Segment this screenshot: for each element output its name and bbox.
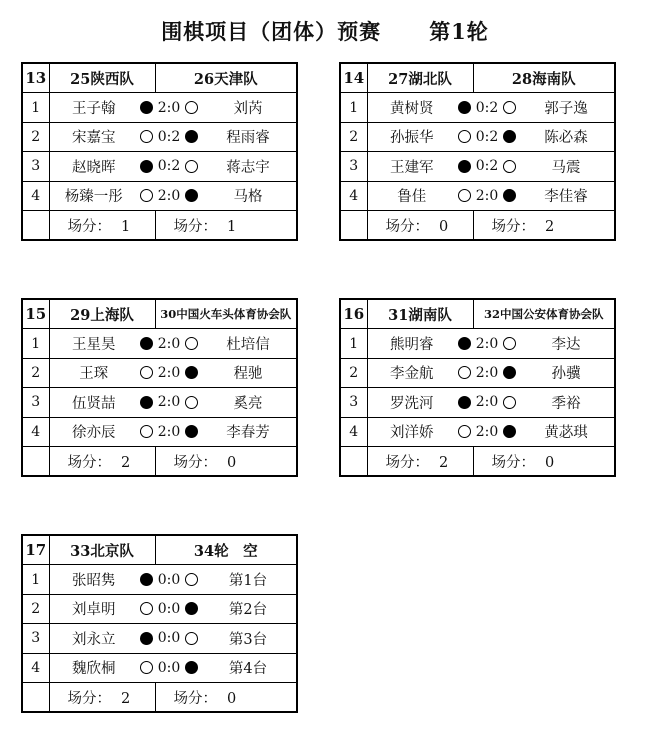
left-stone-icon — [458, 130, 471, 143]
left-player-name: 魏欣桐 — [49, 653, 138, 682]
right-points-label: 场分： — [173, 218, 217, 235]
points-row — [22, 682, 297, 712]
board-number: 4 — [22, 417, 49, 446]
right-player-name: 程雨睿 — [200, 122, 297, 151]
board-number: 1 — [340, 93, 367, 122]
board-score: 0:2 — [473, 93, 501, 122]
points-row-spacer — [340, 210, 367, 240]
left-points-value: 2 — [121, 454, 131, 471]
left-points — [367, 210, 473, 240]
right-player-name: 孙骥 — [518, 358, 615, 387]
right-team-name: 轮 空 — [214, 542, 258, 560]
table-number: 14 — [340, 63, 367, 93]
left-stone-icon — [140, 661, 153, 674]
board-number: 4 — [340, 181, 367, 210]
team-header-row — [340, 299, 615, 329]
left-team-name: 湖北队 — [408, 70, 452, 88]
board-row — [22, 417, 297, 446]
board-score: 0:0 — [155, 624, 183, 653]
left-team — [49, 299, 155, 329]
left-stone-icon — [458, 160, 471, 173]
board-row — [340, 329, 615, 358]
left-stone-icon — [458, 337, 471, 350]
points-row — [22, 210, 297, 240]
left-stone-icon — [458, 189, 471, 202]
right-team-number: 26 — [193, 70, 215, 88]
board-row — [22, 93, 297, 122]
right-points-value: 1 — [227, 218, 237, 235]
right-team-number: 30 — [160, 307, 177, 322]
event-title: 围棋项目（团体）预赛 — [161, 19, 382, 44]
board-score: 0:0 — [155, 653, 183, 682]
left-player-name: 徐亦辰 — [49, 417, 138, 446]
board-row — [22, 653, 297, 682]
left-player-name: 王建军 — [367, 152, 456, 181]
right-team — [473, 299, 615, 329]
left-points — [49, 446, 155, 476]
board-score: 2:0 — [155, 388, 183, 417]
left-team-name: 北京队 — [90, 542, 134, 560]
right-team-number: 34 — [193, 542, 215, 560]
right-stone-icon — [185, 396, 198, 409]
board-number: 2 — [22, 358, 49, 387]
right-stone-cell — [183, 594, 200, 623]
right-stone-icon — [503, 101, 516, 114]
board-row — [340, 93, 615, 122]
left-player-name: 熊明睿 — [367, 329, 456, 358]
left-stone-cell — [138, 329, 155, 358]
board-row — [22, 565, 297, 594]
board-score: 2:0 — [473, 417, 501, 446]
board-score: 2:0 — [155, 93, 183, 122]
left-stone-cell — [138, 122, 155, 151]
left-team — [367, 63, 473, 93]
left-stone-cell — [138, 565, 155, 594]
round-label: 第1轮 — [429, 19, 489, 44]
right-points-value: 0 — [545, 454, 555, 471]
board-row — [22, 152, 297, 181]
right-stone-cell — [501, 358, 518, 387]
left-stone-cell — [456, 417, 473, 446]
left-stone-cell — [138, 624, 155, 653]
board-number: 2 — [22, 122, 49, 151]
match-table — [21, 62, 298, 241]
right-points — [155, 446, 297, 476]
board-row — [22, 594, 297, 623]
board-row — [340, 152, 615, 181]
board-score: 0:2 — [155, 152, 183, 181]
board-number: 4 — [340, 417, 367, 446]
left-stone-cell — [456, 122, 473, 151]
right-stone-cell — [183, 417, 200, 446]
right-stone-icon — [185, 425, 198, 438]
left-points-label: 场分： — [67, 454, 111, 471]
left-stone-icon — [140, 189, 153, 202]
right-player-name: 第3台 — [200, 624, 297, 653]
board-number: 3 — [22, 388, 49, 417]
left-stone-icon — [458, 396, 471, 409]
left-player-name: 张昭隽 — [49, 565, 138, 594]
right-stone-icon — [185, 661, 198, 674]
board-score: 2:0 — [155, 181, 183, 210]
left-player-name: 伍贤喆 — [49, 388, 138, 417]
board-number: 1 — [22, 565, 49, 594]
left-stone-icon — [140, 366, 153, 379]
team-header-row — [22, 63, 297, 93]
left-team-number: 27 — [388, 70, 409, 88]
board-row — [22, 358, 297, 387]
right-team — [473, 63, 615, 93]
left-team — [367, 299, 473, 329]
right-stone-cell — [183, 565, 200, 594]
right-stone-icon — [185, 189, 198, 202]
right-stone-icon — [185, 632, 198, 645]
board-row — [340, 122, 615, 151]
left-player-name: 罗洗河 — [367, 388, 456, 417]
board-row — [22, 329, 297, 358]
left-team-number: 25 — [70, 70, 91, 88]
board-score: 2:0 — [473, 358, 501, 387]
left-team-name: 陕西队 — [90, 70, 134, 88]
right-stone-icon — [503, 189, 516, 202]
right-points-label: 场分： — [491, 218, 535, 235]
board-number: 1 — [340, 329, 367, 358]
left-player-name: 王琛 — [49, 358, 138, 387]
left-player-name: 杨臻一彤 — [49, 181, 138, 210]
left-stone-cell — [138, 358, 155, 387]
left-team-name: 湖南队 — [408, 306, 452, 324]
points-row — [340, 210, 615, 240]
right-stone-icon — [503, 366, 516, 379]
team-header-row — [22, 535, 297, 565]
board-number: 1 — [22, 329, 49, 358]
right-stone-icon — [185, 366, 198, 379]
right-team — [155, 299, 297, 329]
left-points-value: 2 — [121, 690, 131, 707]
right-stone-icon — [503, 425, 516, 438]
left-stone-cell — [456, 358, 473, 387]
left-stone-cell — [138, 93, 155, 122]
board-row — [340, 358, 615, 387]
right-player-name: 马格 — [200, 181, 297, 210]
right-stone-cell — [501, 93, 518, 122]
left-points-value: 2 — [439, 454, 449, 471]
left-player-name: 赵晓晖 — [49, 152, 138, 181]
board-score: 2:0 — [473, 388, 501, 417]
right-points-label: 场分： — [173, 454, 217, 471]
points-row — [340, 446, 615, 476]
points-row-spacer — [22, 446, 49, 476]
left-stone-icon — [140, 396, 153, 409]
board-number: 4 — [22, 181, 49, 210]
right-team-number: 28 — [511, 70, 533, 88]
board-row — [22, 624, 297, 653]
board-number: 1 — [22, 93, 49, 122]
board-score: 0:2 — [473, 122, 501, 151]
right-player-name: 郭子逸 — [518, 93, 615, 122]
left-stone-cell — [138, 152, 155, 181]
left-points — [367, 446, 473, 476]
board-row — [22, 181, 297, 210]
left-team-number: 29 — [70, 306, 91, 324]
right-player-name: 第4台 — [200, 653, 297, 682]
right-player-name: 李达 — [518, 329, 615, 358]
board-number: 3 — [22, 152, 49, 181]
left-player-name: 黄树贤 — [367, 93, 456, 122]
right-team-name: 海南队 — [532, 70, 576, 88]
right-player-name: 程驰 — [200, 358, 297, 387]
right-player-name: 李佳睿 — [518, 181, 615, 210]
left-stone-cell — [138, 417, 155, 446]
right-player-name: 季裕 — [518, 388, 615, 417]
right-points-value: 0 — [227, 690, 237, 707]
left-player-name: 宋嘉宝 — [49, 122, 138, 151]
right-team-name: 中国公安体育协会队 — [500, 307, 604, 322]
right-stone-cell — [183, 181, 200, 210]
board-number: 4 — [22, 653, 49, 682]
right-player-name: 黄苾琪 — [518, 417, 615, 446]
left-stone-cell — [138, 653, 155, 682]
left-team-number: 33 — [70, 542, 91, 560]
left-stone-icon — [140, 337, 153, 350]
left-points-label: 场分： — [385, 218, 429, 235]
right-stone-icon — [503, 130, 516, 143]
right-points — [473, 210, 615, 240]
board-row — [340, 181, 615, 210]
right-stone-icon — [185, 573, 198, 586]
left-points — [49, 682, 155, 712]
right-stone-cell — [183, 122, 200, 151]
left-stone-cell — [138, 594, 155, 623]
right-stone-icon — [185, 602, 198, 615]
board-number: 3 — [22, 624, 49, 653]
right-stone-icon — [503, 337, 516, 350]
left-team — [49, 535, 155, 565]
board-score: 0:2 — [473, 152, 501, 181]
table-number: 16 — [340, 299, 367, 329]
right-stone-cell — [183, 93, 200, 122]
left-stone-cell — [138, 181, 155, 210]
right-team-name: 天津队 — [214, 70, 258, 88]
right-player-name: 奚亮 — [200, 388, 297, 417]
table-number: 13 — [22, 63, 49, 93]
board-number: 3 — [340, 388, 367, 417]
right-stone-cell — [501, 181, 518, 210]
left-team — [49, 63, 155, 93]
left-stone-icon — [140, 130, 153, 143]
left-stone-icon — [140, 602, 153, 615]
right-points-label: 场分： — [173, 690, 217, 707]
right-points — [473, 446, 615, 476]
right-team-number: 32 — [484, 307, 501, 322]
match-table — [339, 298, 616, 477]
right-stone-icon — [185, 160, 198, 173]
right-points — [155, 210, 297, 240]
left-points — [49, 210, 155, 240]
board-row — [22, 388, 297, 417]
board-number: 2 — [22, 594, 49, 623]
board-score: 0:0 — [155, 565, 183, 594]
right-player-name: 蒋志宇 — [200, 152, 297, 181]
right-player-name: 刘芮 — [200, 93, 297, 122]
left-stone-icon — [140, 425, 153, 438]
points-row-spacer — [340, 446, 367, 476]
left-player-name: 刘洋娇 — [367, 417, 456, 446]
points-row — [22, 446, 297, 476]
left-stone-cell — [456, 93, 473, 122]
points-row-spacer — [22, 682, 49, 712]
left-team-number: 31 — [388, 306, 409, 324]
board-score: 2:0 — [155, 329, 183, 358]
right-stone-cell — [501, 417, 518, 446]
left-player-name: 李金航 — [367, 358, 456, 387]
right-player-name: 杜培信 — [200, 329, 297, 358]
right-player-name: 第2台 — [200, 594, 297, 623]
left-team-name: 上海队 — [90, 306, 134, 324]
right-team — [155, 63, 297, 93]
right-player-name: 陈必森 — [518, 122, 615, 151]
left-points-label: 场分： — [385, 454, 429, 471]
right-stone-cell — [501, 122, 518, 151]
right-stone-cell — [501, 388, 518, 417]
right-points-value: 0 — [227, 454, 237, 471]
right-points-label: 场分： — [491, 454, 535, 471]
right-stone-cell — [183, 358, 200, 387]
left-player-name: 王子翰 — [49, 93, 138, 122]
team-header-row — [22, 299, 297, 329]
left-stone-cell — [456, 388, 473, 417]
board-score: 0:2 — [155, 122, 183, 151]
left-points-label: 场分： — [67, 690, 111, 707]
board-score: 2:0 — [155, 417, 183, 446]
left-stone-cell — [456, 329, 473, 358]
left-points-label: 场分： — [67, 218, 111, 235]
right-stone-icon — [185, 337, 198, 350]
right-stone-cell — [183, 152, 200, 181]
page-title — [0, 16, 650, 46]
board-score: 2:0 — [473, 329, 501, 358]
board-score: 0:0 — [155, 594, 183, 623]
right-stone-cell — [501, 329, 518, 358]
match-table — [21, 534, 298, 713]
right-stone-cell — [183, 388, 200, 417]
right-points — [155, 682, 297, 712]
right-player-name: 马震 — [518, 152, 615, 181]
right-stone-icon — [185, 130, 198, 143]
points-row-spacer — [22, 210, 49, 240]
right-stone-cell — [183, 624, 200, 653]
right-player-name: 第1台 — [200, 565, 297, 594]
board-number: 2 — [340, 122, 367, 151]
board-score: 2:0 — [473, 181, 501, 210]
right-stone-cell — [183, 653, 200, 682]
board-row — [340, 388, 615, 417]
board-score: 2:0 — [155, 358, 183, 387]
left-stone-icon — [458, 101, 471, 114]
right-points-value: 2 — [545, 218, 555, 235]
right-team-name: 中国火车头体育协会队 — [176, 307, 292, 322]
left-points-value: 0 — [439, 218, 449, 235]
board-row — [340, 417, 615, 446]
left-stone-cell — [456, 152, 473, 181]
left-player-name: 鲁佳 — [367, 181, 456, 210]
left-stone-cell — [456, 181, 473, 210]
left-stone-icon — [140, 101, 153, 114]
left-stone-icon — [458, 425, 471, 438]
right-stone-icon — [503, 160, 516, 173]
match-table — [21, 298, 298, 477]
left-stone-icon — [140, 160, 153, 173]
left-player-name: 孙振华 — [367, 122, 456, 151]
board-number: 2 — [340, 358, 367, 387]
right-stone-icon — [185, 101, 198, 114]
right-stone-icon — [503, 396, 516, 409]
table-number: 15 — [22, 299, 49, 329]
board-number: 3 — [340, 152, 367, 181]
right-stone-cell — [501, 152, 518, 181]
right-player-name: 李春芳 — [200, 417, 297, 446]
table-number: 17 — [22, 535, 49, 565]
left-points-value: 1 — [121, 218, 131, 235]
board-row — [22, 122, 297, 151]
match-table — [339, 62, 616, 241]
left-stone-icon — [140, 573, 153, 586]
left-player-name: 刘卓明 — [49, 594, 138, 623]
left-stone-icon — [140, 632, 153, 645]
right-team — [155, 535, 297, 565]
left-stone-cell — [138, 388, 155, 417]
team-header-row — [340, 63, 615, 93]
left-stone-icon — [458, 366, 471, 379]
left-player-name: 刘永立 — [49, 624, 138, 653]
right-stone-cell — [183, 329, 200, 358]
left-player-name: 王星昊 — [49, 329, 138, 358]
